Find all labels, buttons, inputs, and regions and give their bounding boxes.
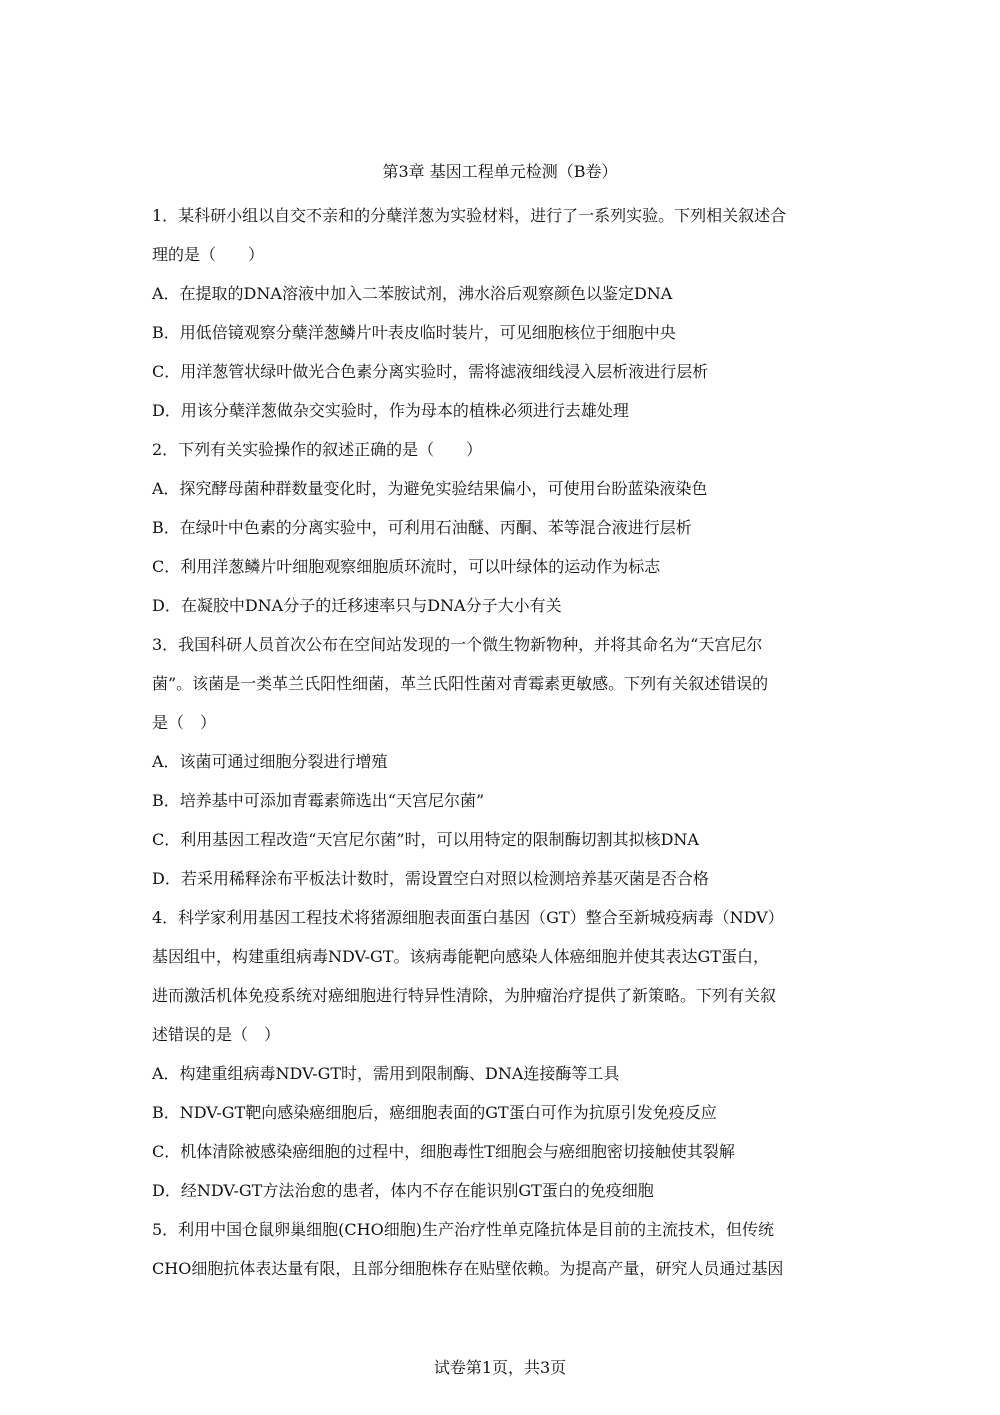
- text-line: C．机体清除被感染癌细胞的过程中，细胞毒性T细胞会与癌细胞密切接触使其裂解: [152, 1142, 735, 1161]
- text-line: 基因组中，构建重组病毒NDV-GT。该病毒能靶向感染人体癌细胞并使其表达GT蛋白，: [152, 947, 769, 966]
- text-line: 2．下列有关实验操作的叙述正确的是（ ）: [152, 440, 483, 459]
- text-line: 进而激活机体免疫系统对癌细胞进行特异性清除，为肿瘤治疗提供了新策略。下列有关叙: [152, 986, 777, 1005]
- text-line: D．若采用稀释涂布平板法计数时，需设置空白对照以检测培养基灭菌是否合格: [152, 869, 709, 888]
- text-line: B．在绿叶中色素的分离实验中，可利用石油醚、丙酮、苯等混合液进行层析: [152, 518, 692, 537]
- text-line: A．探究酵母菌种群数量变化时，为避免实验结果偏小，可使用台盼蓝染液染色: [152, 479, 708, 498]
- text-line: C．利用基因工程改造“天宫尼尔菌”时，可以用特定的限制酶切割其拟核DNA: [152, 830, 699, 849]
- text-line: B．用低倍镜观察分蘖洋葱鳞片叶表皮临时装片，可见细胞核位于细胞中央: [152, 323, 676, 342]
- text-line: 1．某科研小组以自交不亲和的分蘖洋葱为实验材料，进行了一系列实验。下列相关叙述合: [152, 206, 787, 225]
- text-line: D．用该分蘖洋葱做杂交实验时，作为母本的植株必须进行去雄处理: [152, 401, 629, 420]
- text-line: A．该菌可通过细胞分裂进行增殖: [152, 752, 388, 771]
- text-line: A．构建重组病毒NDV-GT时，需用到限制酶、DNA连接酶等工具: [152, 1064, 620, 1083]
- text-line: 菌”。该菌是一类革兰氏阳性细菌，革兰氏阳性菌对青霉素更敏感。下列有关叙述错误的: [152, 674, 769, 693]
- text-line: C．用洋葱管状绿叶做光合色素分离实验时，需将滤液细线浸入层析液进行层析: [152, 362, 709, 381]
- text-line: B．NDV-GT靶向感染癌细胞后，癌细胞表面的GT蛋白可作为抗原引发免疫反应: [152, 1103, 717, 1122]
- page-footer: 试卷第1页，共3页: [433, 1358, 567, 1377]
- text-line: 理的是（ ）: [152, 245, 265, 264]
- text-line: C．利用洋葱鳞片叶细胞观察细胞质环流时，可以叶绿体的运动作为标志: [152, 557, 661, 576]
- text-line: D．经NDV-GT方法治愈的患者，体内不存在能识别GT蛋白的免疫细胞: [152, 1181, 654, 1200]
- page-title: 第3章 基因工程单元检测（B卷）: [382, 162, 618, 181]
- text-line: CHO细胞抗体表达量有限，且部分细胞株存在贴壁依赖。为提高产量，研究人员通过基因: [152, 1259, 784, 1278]
- text-line: B．培养基中可添加青霉素筛选出“天宫尼尔菌”: [152, 791, 485, 810]
- text-line: 5．利用中国仓鼠卵巢细胞(CHO细胞)生产治疗性单克隆抗体是目前的主流技术，但传统: [152, 1220, 774, 1239]
- text-line: 是（ ）: [152, 713, 217, 732]
- text-line: 3．我国科研人员首次公布在空间站发现的一个微生物新物种，并将其命名为“天宫尼尔: [152, 635, 763, 654]
- text-line: 述错误的是（ ）: [152, 1025, 281, 1044]
- text-line: D．在凝胶中DNA分子的迁移速率只与DNA分子大小有关: [152, 596, 562, 615]
- question-content: [152, 196, 852, 1288]
- text-line: A．在提取的DNA溶液中加入二苯胺试剂，沸水浴后观察颜色以鉴定DNA: [152, 284, 673, 303]
- text-line: 4．科学家利用基因工程技术将猪源细胞表面蛋白基因（GT）整合至新城疫病毒（NDV）: [152, 908, 784, 927]
